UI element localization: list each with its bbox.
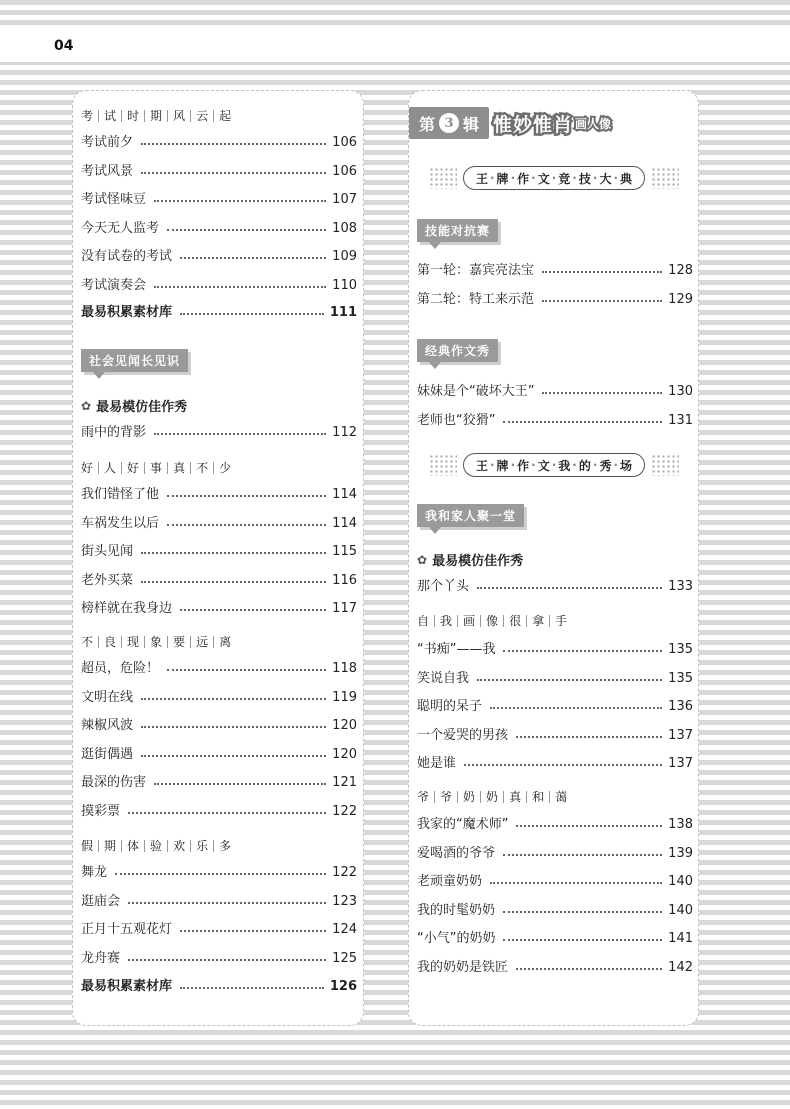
toc-entry-page: 135 bbox=[668, 670, 693, 686]
toc-entry-title: 没有试卷的考试 bbox=[81, 249, 173, 264]
heading-char: 欢 bbox=[173, 839, 186, 853]
toc-entry-title: 一个爱哭的男孩 bbox=[417, 727, 509, 743]
banner-char: 场 bbox=[620, 458, 633, 473]
toc-entry-page: 137 bbox=[668, 727, 693, 743]
heading-char: 爷 bbox=[417, 790, 430, 804]
heading-char: 良 bbox=[104, 635, 117, 649]
leader-dots bbox=[141, 172, 326, 174]
heading-char: 不 bbox=[81, 635, 94, 649]
leader-dots bbox=[464, 764, 662, 766]
leader-dots bbox=[516, 968, 662, 970]
toc-entry-material1[interactable]: 最易积累素材库 111 bbox=[81, 305, 357, 320]
heading-char: 风 bbox=[173, 109, 186, 123]
banner-char: 的 bbox=[578, 458, 591, 473]
toc-entry-page: 137 bbox=[668, 756, 693, 771]
toc-entry-title: 辣椒风波 bbox=[81, 718, 134, 733]
toc-entry[interactable] bbox=[81, 485, 357, 505]
toc-entry[interactable] bbox=[417, 929, 693, 949]
volume-badge: 第 3 辑 bbox=[409, 107, 489, 139]
heading-char: 考 bbox=[81, 109, 94, 123]
toc-entry[interactable] bbox=[81, 716, 357, 736]
toc-entry-title: 考试演奏会 bbox=[81, 277, 147, 293]
leader-dots bbox=[180, 257, 326, 259]
toc-entry-title: 聪明的呆子 bbox=[417, 699, 483, 714]
toc-entry[interactable] bbox=[417, 697, 693, 717]
toc-entry[interactable] bbox=[417, 815, 693, 835]
toc-entry-page: 120 bbox=[332, 718, 357, 733]
toc-entry[interactable] bbox=[81, 133, 357, 153]
leader-dots bbox=[154, 433, 326, 435]
toc-entry-title: 妹妹是个“破坏大王” bbox=[417, 384, 535, 399]
heading-char: 起 bbox=[219, 109, 232, 123]
toc-entry[interactable] bbox=[81, 542, 357, 562]
toc-entry[interactable] bbox=[81, 190, 357, 210]
toc-entry-page: 117 bbox=[332, 601, 357, 616]
toc-entry[interactable] bbox=[417, 669, 693, 689]
leader-dots bbox=[503, 650, 662, 652]
toc-entry-title: 第一轮：嘉宾亮法宝 bbox=[417, 263, 535, 278]
toc-entry-page: 114 bbox=[332, 487, 357, 502]
toc-entry-page: 121 bbox=[332, 775, 357, 790]
toc-entry-title: 考试前夕 bbox=[81, 135, 134, 150]
toc-entry-page: 129 bbox=[668, 291, 693, 307]
toc-entry[interactable] bbox=[81, 773, 357, 793]
banner-char: 牌 bbox=[496, 171, 509, 186]
toc-entry-page: 116 bbox=[332, 572, 357, 588]
toc-entry-page: 128 bbox=[668, 263, 693, 278]
heading-char: 离 bbox=[219, 635, 232, 649]
toc-entry-title: 今天无人监考 bbox=[81, 220, 160, 236]
leader-dots bbox=[503, 421, 662, 423]
leader-dots bbox=[141, 143, 326, 145]
toc-entry-page: 140 bbox=[668, 902, 693, 918]
leader-dots bbox=[141, 552, 326, 554]
leader-dots bbox=[490, 882, 662, 884]
toc-entry[interactable] bbox=[417, 901, 693, 921]
heading-char: 象 bbox=[150, 635, 163, 649]
tag-social: 社会见闻长见识 bbox=[81, 349, 188, 372]
toc-entry-page: 140 bbox=[668, 874, 693, 889]
banner-char: 牌 bbox=[496, 458, 509, 473]
leader-dots bbox=[516, 736, 662, 738]
toc-entry-title: 舞龙 bbox=[81, 865, 108, 880]
banner-char: 技 bbox=[578, 171, 591, 186]
leader-dots bbox=[141, 581, 326, 583]
toc-entry[interactable] bbox=[81, 599, 357, 619]
toc-entry[interactable] bbox=[81, 514, 357, 534]
heading-char: 和 bbox=[532, 790, 545, 804]
header-band bbox=[0, 28, 790, 62]
section-heading-holiday bbox=[81, 837, 236, 854]
toc-entry-page: 122 bbox=[332, 865, 357, 880]
toc-entry-page: 142 bbox=[668, 959, 693, 975]
section-heading-good-people bbox=[81, 459, 236, 476]
leader-dots bbox=[477, 679, 662, 681]
toc-entry-page: 135 bbox=[668, 642, 693, 657]
toc-entry-page: 141 bbox=[668, 931, 693, 946]
leader-dots bbox=[180, 930, 326, 932]
toc-entry-title: 第二轮：特工来示范 bbox=[417, 291, 535, 307]
page-number: 04 bbox=[54, 36, 79, 56]
toc-entry[interactable] bbox=[81, 276, 357, 296]
leader-dots bbox=[542, 271, 662, 273]
heading-char: 真 bbox=[509, 790, 522, 804]
toc-left-panel bbox=[72, 90, 364, 1026]
toc-entry[interactable] bbox=[417, 726, 693, 746]
heading-char: 期 bbox=[150, 109, 163, 123]
toc-entry[interactable] bbox=[417, 640, 693, 660]
toc-entry-page: 136 bbox=[668, 699, 693, 714]
toc-entry[interactable] bbox=[417, 290, 693, 310]
heading-char: 期 bbox=[104, 839, 117, 853]
toc-entry[interactable] bbox=[81, 920, 357, 940]
toc-entry-page: 115 bbox=[332, 544, 357, 559]
imitate-subhead-right: ✿ 最易模仿佳作秀 bbox=[417, 552, 524, 569]
toc-entry-title: 正月十五观花灯 bbox=[81, 922, 173, 937]
banner-char: 我 bbox=[558, 458, 571, 473]
heading-char: 要 bbox=[173, 635, 186, 649]
toc-entry[interactable] bbox=[417, 754, 693, 774]
toc-entry[interactable] bbox=[81, 247, 357, 267]
leader-dots bbox=[115, 873, 326, 875]
toc-entry-title: 文明在线 bbox=[81, 689, 134, 705]
toc-entry-title: 雨中的背影 bbox=[81, 425, 147, 440]
leader-dots bbox=[128, 959, 326, 961]
toc-entry-title: 街头见闻 bbox=[81, 544, 134, 559]
leader-dots bbox=[180, 609, 326, 611]
leader-dots bbox=[477, 587, 662, 589]
heading-char: 自 bbox=[417, 614, 430, 628]
toc-entry-title: 逛街偶遇 bbox=[81, 746, 134, 762]
toc-entry[interactable] bbox=[417, 844, 693, 864]
heading-char: 真 bbox=[173, 461, 186, 475]
banner-char: 竞 bbox=[558, 171, 571, 186]
toc-entry[interactable] bbox=[81, 423, 357, 443]
toc-entry-title: 龙舟赛 bbox=[81, 950, 121, 966]
leader-dots bbox=[516, 825, 662, 827]
leader-dots bbox=[167, 669, 326, 671]
heading-char: 画 bbox=[463, 614, 476, 628]
toc-entry-title: 老师也“狡猾” bbox=[417, 412, 496, 428]
banner-char: 典 bbox=[620, 171, 633, 186]
toc-entry-page: 139 bbox=[668, 845, 693, 861]
section-heading-grandparents bbox=[417, 788, 572, 805]
toc-entry-page: 114 bbox=[332, 515, 357, 531]
heading-char: 不 bbox=[196, 461, 209, 475]
banner-char: 王 bbox=[475, 171, 488, 186]
toc-entry[interactable] bbox=[81, 745, 357, 765]
toc-entry[interactable] bbox=[81, 949, 357, 969]
toc-entry-page: 125 bbox=[332, 950, 357, 966]
heading-char: 多 bbox=[219, 839, 232, 853]
leader-dots bbox=[490, 707, 662, 709]
toc-entry-title: 那个丫头 bbox=[417, 579, 470, 594]
toc-entry-title: 超员，危险！ bbox=[81, 661, 160, 676]
toc-entry-title: 老顽童奶奶 bbox=[417, 874, 483, 889]
toc-entry-page: 133 bbox=[668, 579, 693, 594]
toc-entry-title: 爱喝酒的爷爷 bbox=[417, 845, 496, 861]
heading-char: 我 bbox=[440, 614, 453, 628]
heading-char: 奶 bbox=[486, 790, 499, 804]
toc-entry-title: 车祸发生以后 bbox=[81, 515, 160, 531]
leader-dots bbox=[154, 783, 326, 785]
leader-dots bbox=[542, 300, 662, 302]
heading-char: 云 bbox=[196, 109, 209, 123]
toc-entry-page: 107 bbox=[332, 192, 357, 207]
imitate-subhead-left: ✿ 最易模仿佳作秀 bbox=[81, 398, 188, 415]
toc-entry[interactable] bbox=[81, 571, 357, 591]
banner-char: 秀 bbox=[599, 458, 612, 473]
toc-entry[interactable] bbox=[417, 411, 693, 431]
banner-char: 作 bbox=[517, 458, 530, 473]
toc-entry-title: 考试风景 bbox=[81, 163, 134, 179]
toc-entry-title: 我们错怪了他 bbox=[81, 487, 160, 502]
tag-skill: 技能对抗赛 bbox=[417, 219, 498, 242]
heading-char: 乐 bbox=[196, 839, 209, 853]
toc-entry-title: 最深的伤害 bbox=[81, 775, 147, 790]
section-heading-bad-phenomena bbox=[81, 633, 236, 650]
toc-entry-title: 我家的“魔术师” bbox=[417, 817, 509, 832]
heading-char: 少 bbox=[219, 461, 232, 475]
toc-entry-title: 考试怪味豆 bbox=[81, 192, 147, 207]
toc-entry[interactable] bbox=[81, 802, 357, 822]
toc-entry-title: 榜样就在我身边 bbox=[81, 601, 173, 616]
leader-dots bbox=[503, 854, 662, 856]
toc-entry-page: 106 bbox=[332, 163, 357, 179]
heading-char: 验 bbox=[150, 839, 163, 853]
section-heading-exam bbox=[81, 107, 236, 124]
toc-entry[interactable] bbox=[417, 872, 693, 892]
banner-char: 文 bbox=[537, 458, 550, 473]
leader-dots bbox=[128, 812, 326, 814]
toc-entry-title: 我的奶奶是铁匠 bbox=[417, 959, 509, 975]
leader-dots bbox=[154, 286, 326, 288]
toc-entry-page: 130 bbox=[668, 384, 693, 399]
toc-entry-page: 122 bbox=[332, 803, 357, 819]
section-heading-self-portrait bbox=[417, 612, 572, 629]
toc-entry[interactable] bbox=[81, 162, 357, 182]
leader-dots bbox=[141, 726, 326, 728]
heading-char: 手 bbox=[555, 614, 568, 628]
toc-entry-page: 108 bbox=[332, 220, 357, 236]
toc-entry-title: 笑说自我 bbox=[417, 670, 470, 686]
banner-char: 作 bbox=[517, 171, 530, 186]
toc-entry-title: 摸彩票 bbox=[81, 803, 121, 819]
heading-char: 奶 bbox=[463, 790, 476, 804]
banner-char: 王 bbox=[475, 458, 488, 473]
tag-classic: 经典作文秀 bbox=[417, 339, 498, 362]
toc-entry-page: 120 bbox=[332, 746, 357, 762]
toc-entry-page: 118 bbox=[332, 661, 357, 676]
toc-entry-page: 124 bbox=[332, 922, 357, 937]
toc-entry[interactable] bbox=[417, 958, 693, 978]
leader-dots bbox=[141, 755, 326, 757]
leader-dots bbox=[128, 902, 326, 904]
gear-icon: ✿ bbox=[417, 552, 428, 567]
heading-char: 拿 bbox=[532, 614, 545, 628]
toc-entry-title: 她是谁 bbox=[417, 756, 457, 771]
toc-entry-page: 106 bbox=[332, 135, 357, 150]
leader-dots bbox=[167, 229, 326, 231]
leader-dots bbox=[503, 911, 662, 913]
heading-char: 试 bbox=[104, 109, 117, 123]
toc-entry[interactable] bbox=[417, 261, 693, 281]
toc-entry-page: 123 bbox=[332, 893, 357, 909]
toc-right-panel bbox=[408, 90, 699, 1026]
toc-entry-title: 我的时髦奶奶 bbox=[417, 902, 496, 918]
leader-dots bbox=[154, 200, 326, 202]
banner-char: 文 bbox=[537, 171, 550, 186]
toc-entry-page: 112 bbox=[332, 425, 357, 440]
toc-entry-page: 138 bbox=[668, 817, 693, 832]
heading-char: 爷 bbox=[440, 790, 453, 804]
toc-entry-title: 逛庙会 bbox=[81, 893, 121, 909]
heading-char: 假 bbox=[81, 839, 94, 853]
leader-dots bbox=[503, 939, 662, 941]
heading-char: 很 bbox=[509, 614, 522, 628]
heading-char: 时 bbox=[127, 109, 140, 123]
volume-subtitle: 画人像 bbox=[575, 116, 612, 131]
banner-showcase: 王 · 牌 · 作 · 文 · 我 · 的 · 秀 · 场 bbox=[419, 452, 689, 478]
banner-char: 大 bbox=[599, 171, 612, 186]
leader-dots bbox=[141, 698, 326, 700]
gear-icon: ✿ bbox=[81, 398, 92, 413]
tag-family: 我和家人聚一堂 bbox=[417, 504, 524, 527]
toc-entry-page: 109 bbox=[332, 249, 357, 264]
toc-entry[interactable] bbox=[81, 892, 357, 912]
heading-char: 好 bbox=[127, 461, 140, 475]
toc-entry[interactable] bbox=[81, 863, 357, 883]
toc-entry-page: 119 bbox=[332, 689, 357, 705]
toc-entry-title: 老外买菜 bbox=[81, 572, 134, 588]
heading-char: 蔼 bbox=[555, 790, 568, 804]
heading-char: 现 bbox=[127, 635, 140, 649]
heading-char: 远 bbox=[196, 635, 209, 649]
volume-header bbox=[409, 105, 689, 141]
leader-dots bbox=[167, 495, 326, 497]
toc-entry[interactable] bbox=[417, 577, 693, 597]
toc-entry[interactable] bbox=[81, 688, 357, 708]
heading-char: 事 bbox=[150, 461, 163, 475]
leader-dots bbox=[167, 524, 326, 526]
toc-entry[interactable] bbox=[81, 659, 357, 679]
leader-dots bbox=[542, 392, 662, 394]
toc-entry-page: 110 bbox=[332, 277, 357, 293]
toc-entry[interactable] bbox=[81, 219, 357, 239]
banner-competition: 王 · 牌 · 作 · 文 · 竞 · 技 · 大 · 典 bbox=[419, 165, 689, 191]
toc-entry-title: “书痴”——我 bbox=[417, 642, 496, 657]
heading-char: 体 bbox=[127, 839, 140, 853]
heading-char: 好 bbox=[81, 461, 94, 475]
toc-entry-title: “小气”的奶奶 bbox=[417, 931, 496, 946]
volume-title: 惟妙惟肖 bbox=[493, 113, 574, 136]
toc-entry-material2[interactable]: 最易积累素材库 126 bbox=[81, 979, 357, 994]
heading-char: 人 bbox=[104, 461, 117, 475]
toc-entry[interactable] bbox=[417, 382, 693, 402]
heading-char: 像 bbox=[486, 614, 499, 628]
toc-entry-page: 131 bbox=[668, 412, 693, 428]
